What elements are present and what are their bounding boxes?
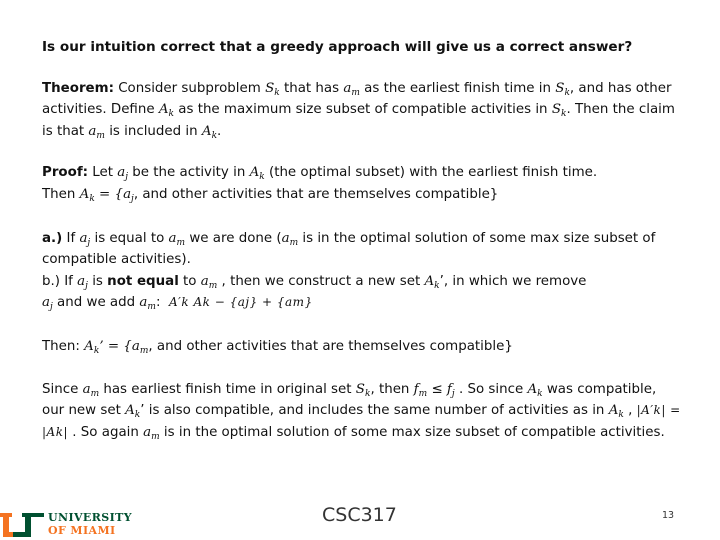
university-logo (0, 508, 160, 540)
case-b-paragraph: b.) If $a_j$ is not equal to $a_m$ , then we construct a new set $A_k$’, in which we remove $a_j$ and we add $a_m$: A′k Ak − {aj} + {am} (42, 273, 587, 313)
math-am: $a_m$ (139, 295, 156, 313)
math-aj: $a_j$ (123, 186, 134, 204)
math-am: $a_m$ (168, 230, 186, 248)
math-am: $a_m$ (281, 230, 299, 248)
not-equal-emphasis: not equal (107, 273, 179, 289)
math-am: $a_m$ (88, 123, 105, 141)
logo-line-university: UNIVERSITY (48, 511, 132, 524)
math-ak: $A_k$ (201, 123, 218, 141)
math-aj: $a_j$ (117, 165, 129, 183)
math-ak: $A_k$ (84, 338, 100, 356)
math-fm: $f_m$ (413, 381, 428, 399)
math-am: $a_m$ (343, 80, 360, 98)
math-sk: $S_k$ (551, 102, 567, 120)
u-logo-icon (0, 511, 44, 539)
then-paragraph: Then: $A_k$’ = {$a_m$, and other activities that are themselves compatible} (42, 338, 513, 356)
logo-line-of-miami: OF MIAMI (48, 524, 116, 537)
math-sk: $S_k$ (355, 381, 371, 399)
proof-paragraph: Proof: Let $a_j$ be the activity in $A_k$ (the optimal subset) with the earliest finish time. Then $A_k = \{a_j$, and other activities that are themselves compatible} (42, 165, 598, 204)
proof-label: Proof: (42, 165, 88, 181)
math-sk: $S_k$ (555, 80, 570, 98)
math-ak: $A_k$ (249, 165, 265, 183)
math-aj: $a_j$ (42, 295, 53, 313)
math-ak: $A_k$ (424, 273, 440, 291)
slide-content (42, 37, 682, 443)
math-am: $a_m$ (143, 424, 160, 442)
math-ak: $A_k$ (79, 186, 95, 204)
equation-remove-add: A′k Ak − {aj} + {am} (168, 295, 313, 310)
math-aj: $a_j$ (77, 273, 88, 291)
theorem-label: Theorem: (42, 80, 114, 96)
math-ak: $A_k$ (608, 403, 624, 421)
math-ak: $A_k$ (527, 381, 543, 399)
math-sk: $S_k$ (265, 80, 280, 98)
equation-equal-size: |A′k| = |Ak| (42, 403, 681, 439)
case-a-label: a.) (42, 230, 63, 246)
case-a-paragraph: a.) If $a_j$ is equal to $a_m$ we are done ($a_m$ is in the optimal solution of some max size subset of compatible activities). (42, 230, 656, 268)
since-paragraph: Since $a_m$ has earliest finish time in original set $S_k$, then $f_m \le f_j$ . So since $A_k$ was compatible, our new set $A_k$’ is also compatible, and includes the same number of activities as in $A_k$ , |A′k| = |Ak| . So again $a_m$ is in the optimal solution of some max size subset of compatible activities. (42, 381, 681, 442)
math-am: $a_m$ (82, 381, 100, 399)
page-number: 13 (662, 510, 675, 521)
course-code: CSC317 (322, 504, 397, 526)
math-fj: $f_j$ (446, 381, 455, 399)
math-ak: $A_k$ (158, 102, 174, 120)
math-ak: $A_k$ (125, 403, 141, 421)
slide-question: Is our intuition correct that a greedy approach will give us a correct answer? (42, 39, 633, 55)
math-am: $a_m$ (131, 338, 149, 356)
math-am: $a_m$ (200, 273, 218, 291)
math-aj: $a_j$ (79, 230, 91, 248)
theorem-paragraph: Theorem: Consider subproblem $S_k$ that has $a_m$ as the earliest finish time in $S_k$, and has other activities. Define $A_k$ as the maximum size subset of compatible activities in $S_k$. Then the claim is that $a_m$ is included in $A_k$. (42, 80, 675, 141)
